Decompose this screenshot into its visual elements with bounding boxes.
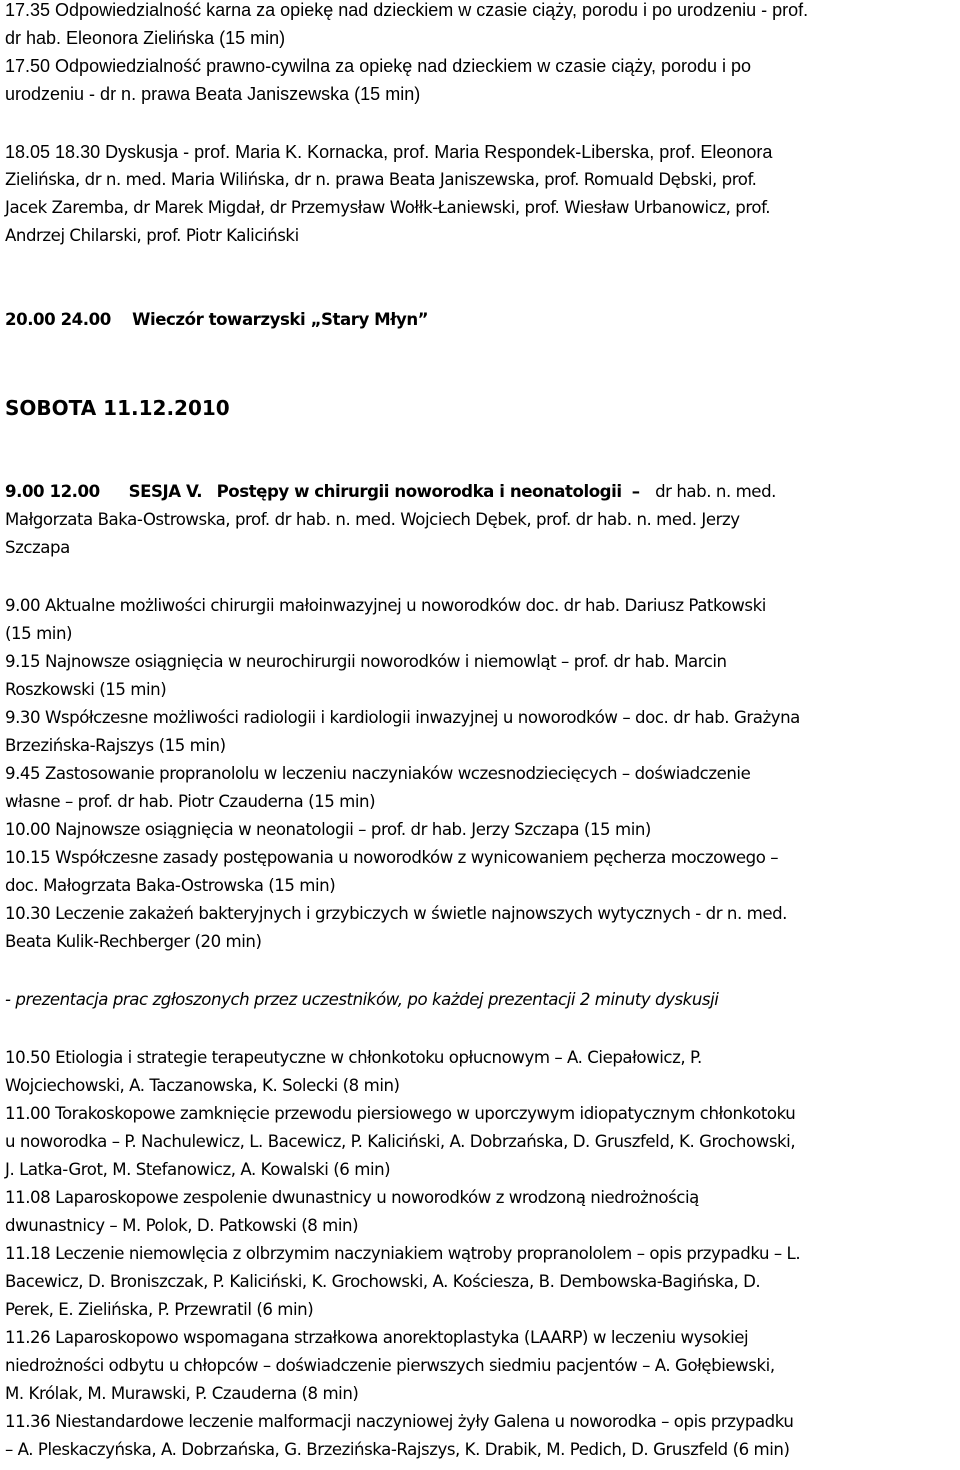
session-chairs: dr hab. n. med.	[655, 482, 776, 501]
presentation-line: u noworodka – P. Nachulewicz, L. Bacewicz, P. Kaliciński, A. Dobrzańska, D. Gruszfeld, K. Grochowski,	[5, 1132, 796, 1151]
presentation-line: 11.08 Laparoskopowe zespolenie dwunastnicy u noworodków z wrodzoną niedrożnością	[5, 1188, 699, 1207]
presentation-line: 11.00 Torakoskopowe zamknięcie przewodu piersiowego w uporczywym idiopatycznym chłonkotoku	[5, 1104, 796, 1123]
presentation-line: Bacewicz, D. Broniszczak, P. Kaliciński, K. Grochowski, A. Kościesza, B. Dembowska-Bagińska, D.	[5, 1272, 761, 1291]
talk-line: 9.00 Aktualne możliwości chirurgii małoinwazyjnej u noworodków doc. dr hab. Dariusz Patkowski	[5, 596, 766, 615]
talk-line: 9.30 Współczesne możliwości radiologii i kardiologii inwazyjnej u noworodków – doc. dr hab. Grażyna	[5, 708, 800, 727]
talk-line: własne – prof. dr hab. Piotr Czauderna (15 min)	[5, 792, 376, 811]
talk-line: doc. Małogrzata Baka-Ostrowska (15 min)	[5, 876, 336, 895]
presentation-line: Wojciechowski, A. Taczanowska, K. Solecki (8 min)	[5, 1076, 400, 1095]
presentation-line: J. Latka-Grot, M. Stefanowicz, A. Kowalski (6 min)	[5, 1160, 391, 1179]
session-label: SESJA V.	[128, 482, 203, 501]
session-title: Postępy w chirurgii noworodka i neonatologii	[216, 482, 622, 501]
text-line: urodzeniu - dr n. prawa Beata Janiszewska (15 min)	[5, 84, 421, 104]
presentation-line: 10.50 Etiologia i strategie terapeutyczne w chłonkotoku opłucnowym – A. Ciepałowicz, P.	[5, 1048, 702, 1067]
talk-line: (15 min)	[5, 624, 73, 643]
session-time: 9.00 12.00	[5, 482, 100, 501]
talk-line: Roszkowski (15 min)	[5, 680, 167, 699]
talk-line: 10.00 Najnowsze osiągnięcia w neonatologii – prof. dr hab. Jerzy Szczapa (15 min)	[5, 820, 651, 839]
presentation-line: 11.26 Laparoskopowo wspomagana strzałkowa anorektoplastyka (LAARP) w leczeniu wysokiej	[5, 1328, 749, 1347]
evening-title: Wieczór towarzyski „Stary Młyn”	[132, 310, 429, 329]
talk-line: 10.15 Współczesne zasady postępowania u noworodków z wynicowaniem pęcherza moczowego –	[5, 848, 779, 867]
presentation-line: 11.18 Leczenie niemowlęcia z olbrzymim naczyniakiem wątroby propranololem – opis przypadku – L.	[5, 1244, 801, 1263]
session-heading: 9.00 12.00 SESJA V. Postępy w chirurgii noworodka i neonatologii – dr hab. n. med.	[5, 482, 776, 501]
day-heading: SOBOTA 11.12.2010	[5, 396, 230, 420]
presentation-line: – A. Pleskaczyńska, A. Dobrzańska, G. Brzezińska-Rajszys, K. Drabik, M. Pedich, D. Gruszfeld (6 min)	[5, 1440, 790, 1459]
talk-line: 9.45 Zastosowanie propranololu w leczeniu naczyniaków wczesnodziecięcych – doświadczenie	[5, 764, 751, 783]
presentation-line: Perek, E. Zielińska, P. Przewratil (6 min)	[5, 1300, 314, 1319]
presentations-note: - prezentacja prac zgłoszonych przez uczestników, po każdej prezentacji 2 minuty dyskusji	[5, 990, 719, 1009]
talk-line: Beata Kulik-Rechberger (20 min)	[5, 932, 262, 951]
text-line: 18.05 18.30 Dyskusja - prof. Maria K. Kornacka, prof. Maria Respondek-Liberska, prof. Eleonora	[5, 142, 773, 162]
talk-line: 10.30 Leczenie zakażeń bakteryjnych i grzybiczych w świetle najnowszych wytycznych - dr n. med.	[5, 904, 787, 923]
text-line: 17.50 Odpowiedzialność prawno-cywilna za opiekę nad dzieckiem w czasie ciąży, porodu i po	[5, 56, 752, 76]
presentation-line: dwunastnicy – M. Polok, D. Patkowski (8 min)	[5, 1216, 359, 1235]
session-chairs-line: Szczapa	[5, 538, 70, 557]
text-line: 17.35 Odpowiedzialność karna za opiekę nad dzieckiem w czasie ciąży, porodu i po urodzeniu - prof.	[5, 0, 809, 20]
evening-event	[5, 306, 428, 334]
evening-time: 20.00 24.00	[5, 310, 111, 329]
presentation-line: M. Królak, M. Murawski, P. Czauderna (8 min)	[5, 1384, 359, 1403]
presentation-line: niedrożności odbytu u chłopców – doświadczenie pierwszych siedmiu pacjentów – A. Gołębiewski,	[5, 1356, 775, 1375]
text-line: Zielińska, dr n. med. Maria Wilińska, dr n. prawa Beata Janiszewska, prof. Romuald Dębski, prof.	[5, 170, 757, 189]
talk-line: 9.15 Najnowsze osiągnięcia w neurochirurgii noworodków i niemowląt – prof. dr hab. Marcin	[5, 652, 727, 671]
text-line: Jacek Zaremba, dr Marek Migdał, dr Przemysław Wołłk-Łaniewski, prof. Wiesław Urbanowicz, prof.	[5, 198, 771, 217]
talk-line: Brzezińska-Rajszys (15 min)	[5, 736, 226, 755]
presentation-line: 11.36 Niestandardowe leczenie malformacji naczyniowej żyły Galena u noworodka – opis przypadku	[5, 1412, 794, 1431]
session-chairs-line: Małgorzata Baka-Ostrowska, prof. dr hab. n. med. Wojciech Dębek, prof. dr hab. n. med. Jerzy	[5, 510, 740, 529]
text-line: Andrzej Chilarski, prof. Piotr Kaliciński	[5, 226, 299, 245]
text-line: dr hab. Eleonora Zielińska (15 min)	[5, 28, 286, 48]
